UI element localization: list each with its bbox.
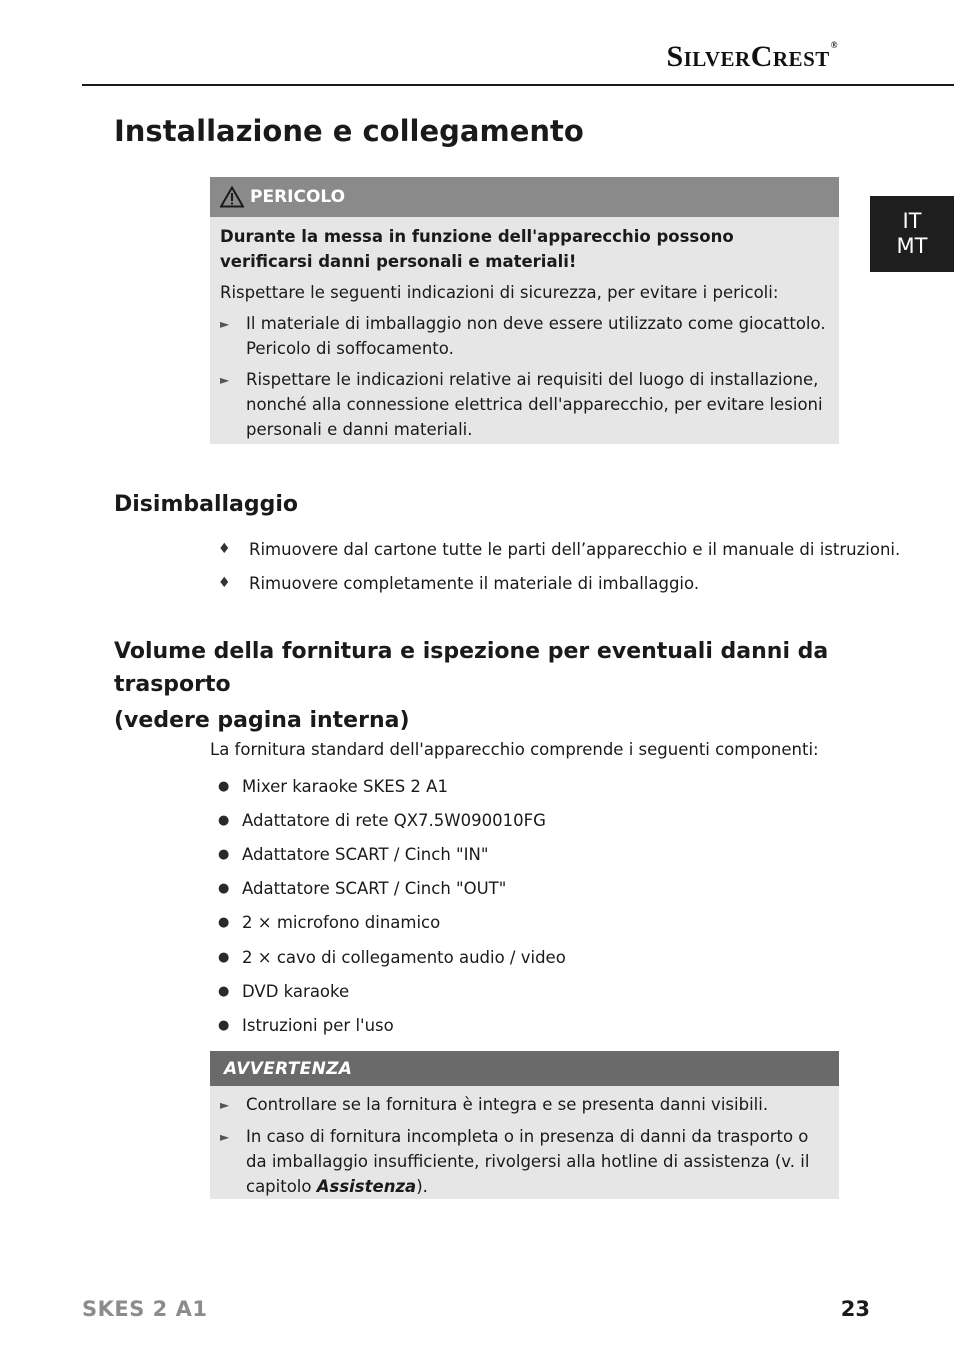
notice-item: ► Controllare se la fornitura è integra e se presenta danni visibili. (220, 1092, 829, 1118)
lang-it: IT (902, 209, 922, 233)
header-rule (82, 84, 954, 86)
list-item: ♦ Rimuovere completamente il materiale di imballaggio. (218, 573, 700, 593)
bullet-icon: ● (218, 915, 230, 931)
delivery-list (218, 769, 566, 1043)
notice-header (210, 1051, 839, 1086)
bullet-icon: ● (218, 846, 230, 862)
danger-label: PERICOLO (250, 187, 346, 207)
list-item: ● 2 × microfono dinamico (218, 913, 441, 933)
list-item: ● Adattatore SCART / Cinch "OUT" (218, 879, 507, 899)
list-item: ● Mixer karaoke SKES 2 A1 (218, 776, 448, 796)
bullet-icon: ● (218, 881, 230, 897)
brand-logo: SilverCrest® (666, 40, 838, 73)
list-item: ♦ Rimuovere dal cartone tutte le parti dell’apparecchio e il manuale di istruzioni. (218, 539, 901, 559)
notice-label: AVVERTENZA (224, 1058, 353, 1079)
danger-item: ► Rispettare le indicazioni relative ai requisiti del luogo di installazione, nonché alla connessione elettrica dell'apparecchio, per evitare lesioni personali e danni materiali. (220, 367, 829, 442)
page-title: Installazione e collegamento (114, 114, 584, 148)
diamond-icon: ♦ (218, 575, 231, 591)
arrow-icon: ► (220, 317, 230, 331)
danger-item: ► Il materiale di imballaggio non deve essere utilizzato come giocattolo. Pericolo di soffocamento. (220, 311, 829, 361)
delivery-intro: La fornitura standard dell'apparecchio comprende i seguenti componenti: (210, 740, 819, 759)
notice-box (210, 1051, 839, 1199)
bullet-icon: ● (218, 983, 230, 999)
list-item: ● 2 × cavo di collegamento audio / video (218, 947, 566, 967)
lang-mt: MT (896, 234, 928, 258)
unpacking-list (218, 532, 900, 600)
arrow-icon: ► (220, 373, 230, 387)
danger-intro: Rispettare le seguenti indicazioni di sicurezza, per evitare i pericoli: (220, 283, 779, 302)
arrow-icon: ► (220, 1130, 230, 1144)
list-item: ● Adattatore di rete QX7.5W090010FG (218, 810, 546, 830)
bullet-icon: ● (218, 1017, 230, 1033)
notice-item: ► In caso di fornitura incompleta o in presenza di danni da trasporto o da imballaggio insufficiente, rivolgersi alla hotline di assistenza (v. il capitolo Assistenza). (220, 1124, 829, 1199)
bullet-icon: ● (218, 812, 230, 828)
list-item: ● Adattatore SCART / Cinch "IN" (218, 844, 489, 864)
diamond-icon: ♦ (218, 541, 231, 557)
list-item: ● Istruzioni per l'uso (218, 1015, 394, 1035)
language-tab (870, 196, 954, 272)
unpacking-heading: Disimballaggio (114, 492, 299, 517)
footer-model: SKES 2 A1 (82, 1297, 208, 1321)
bullet-icon: ● (218, 949, 230, 965)
page-number: 23 (840, 1297, 870, 1321)
delivery-heading: Volume della fornitura e ispezione per eventuali danni da trasporto (vedere pagina interna) (114, 639, 829, 733)
warning-icon (220, 186, 244, 208)
list-item: ● DVD karaoke (218, 981, 350, 1001)
bullet-icon: ● (218, 778, 230, 794)
danger-bold-text: Durante la messa in funzione dell'apparecchio possono verificarsi danni personali e materiali! (220, 227, 734, 271)
danger-box (210, 177, 839, 444)
danger-header (210, 177, 839, 217)
arrow-icon: ► (220, 1098, 230, 1112)
